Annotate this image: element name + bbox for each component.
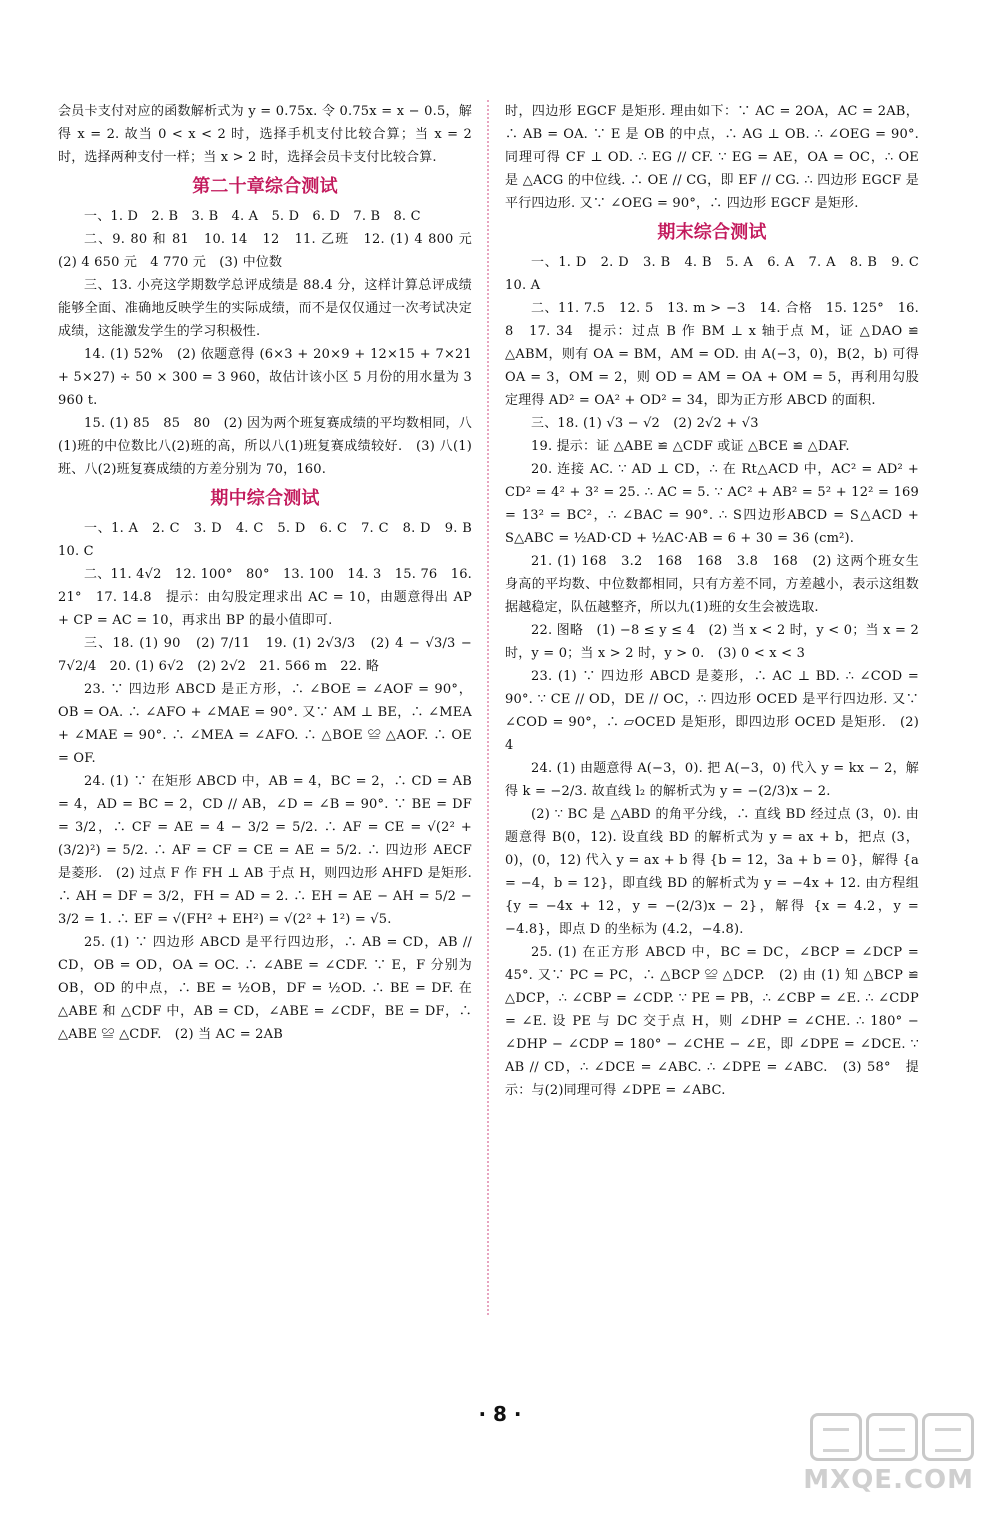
final-line: 三、18. (1) √3 − √2 (2) 2√2 + √3 <box>531 416 759 431</box>
ch20-line: 一、1. D 2. B 3. B 4. A 5. D 6. D 7. B 8. C <box>84 209 421 224</box>
continued-paragraph: 时，四边形 EGCF 是矩形. 理由如下：∵ AC = 2OA，AC = 2AB，∴ AB = OA. ∵ E 是 OB 的中点，∴ AG ⊥ OB. ∴ ∠OEG = 90°. 同理可得 CF ⊥ OD. ∴ EG // CF. ∵ EG = AE，OA = OC，∴ OE 是 △ACG 的中位线. ∴ OE // CG，即 EF // CG. ∴ 四边形 EGCF 是平行四边形. 又∵ ∠OEG = 90°，∴ 四边形 EGCF 是矩形. <box>505 104 919 211</box>
answer-logo-icon <box>784 1413 974 1461</box>
final-line: 24. (1) 由题意得 A(−3，0). 把 A(−3，0) 代入 y = kx − 2，解得 k = −2/3. 故直线 l₂ 的解析式为 y = −(2/3)x − 2. <box>505 761 919 799</box>
final-line: 25. (1) 在正方形 ABCD 中，BC = DC，∠BCP = ∠DCP = 45°. 又∵ PC = PC，∴ △BCP ≌ △DCP. (2) 由 (1) 知 △BCP ≌ △DCP，∴ ∠CBP = ∠CDP. ∵ PE = PB，∴ ∠CBP = ∠E. ∴ ∠CDP = ∠E. 设 PE 与 DC 交于点 H，则 ∠DHP = ∠CHE. ∴ 180° − ∠DHP − ∠CDP = 180° − ∠CHE − ∠E，即 ∠DPE = ∠DCE. ∵ AB // CD，∴ ∠DCE = ∠ABC. ∴ ∠DPE = ∠ABC. (3) 58° 提示：与(2)同理可得 ∠DPE = ∠ABC. <box>505 945 919 1098</box>
watermark <box>784 1413 974 1495</box>
mid-line: 24. (1) ∵ 在矩形 ABCD 中，AB = 4，BC = 2，∴ CD = AB = 4，AD = BC = 2，CD // AB，∠D = ∠B = 90°. ∵ BE = DF = 3/2，∴ CF = AE = 4 − 3/2 = 5/2. ∴ AF = CE = √(2² + (3/2)²) = 5/2. ∴ AF = CF = CE = AE = 5/2. ∴ 四边形 AECF 是菱形. (2) 过点 F 作 FH ⊥ AB 于点 H，则四边形 AHFD 是矩形. ∴ AH = DF = 3/2，FH = AD = 2. ∴ EH = AE − AH = 5/2 − 3/2 = 1. ∴ EF = √(FH² + EH²) = √(2² + 1²) = √5. <box>58 774 472 927</box>
mid-line: 一、1. A 2. C 3. D 4. C 5. D 6. C 7. C 8. D 9. B 10. C <box>58 521 486 559</box>
midterm-title: 期中综合测试 <box>210 488 320 509</box>
column-divider <box>487 100 489 1315</box>
final-line: 一、1. D 2. D 3. B 4. B 5. A 6. A 7. A 8. B 9. C 10. A <box>505 255 933 293</box>
chapter20-title: 第二十章综合测试 <box>192 176 338 197</box>
mid-line: 三、18. (1) 90 (2) 7/11 19. (1) 2√3/3 (2) 4 − √3/3 − 7√2/4 20. (1) 6√2 (2) 2√2 21. 566 m 22. 略 <box>58 636 472 674</box>
mid-line: 二、11. 4√2 12. 100° 80° 13. 100 14. 3 15. 76 16. 21° 17. 14.8 提示：由勾股定理求出 AC = 10，由题意得出 AP + CP = AC = 10，再求出 BP 的最小值即可. <box>58 567 472 628</box>
final-line: 19. 提示：证 △ABE ≌ △CDF 或证 △BCE ≌ △DAF. <box>531 439 850 454</box>
final-line: 20. 连接 AC. ∵ AD ⊥ CD，∴ 在 Rt△ACD 中，AC² = AD² + CD² = 4² + 3² = 25. ∴ AC = 5. ∵ AC² + AB² = 5² + 12² = 169 = 13² = BC²，∴ ∠BAC = 90°. ∴ S四边形ABCD = S△ACD + S△ABC = ½AD·CD + ½AC·AB = 6 + 30 = 36 (cm²). <box>505 462 919 546</box>
ch20-line: 三、13. 小亮这学期数学总评成绩是 88.4 分，这样计算总评成绩能够全面、准确地反映学生的实际成绩，而不是仅仅通过一次考试决定成绩，这能激发学生的学习积极性. <box>58 278 472 339</box>
right-column <box>505 100 933 1102</box>
watermark-text: MXQE.COM <box>803 1465 974 1495</box>
final-line: (2) ∵ BC 是 △ABD 的角平分线，∴ 直线 BD 经过点 (3，0). 由题意得 B(0，12). 设直线 BD 的解析式为 y = ax + b，把点 (3，0)，(0，12) 代入 y = ax + b 得 {b = 12，3a + b = 0}，解得 {a = −4，b = 12}，即直线 BD 的解析式为 y = −4x + 12. 由方程组 {y = −4x + 12，y = −(2/3)x − 2}，解得 {x = 4.2，y = −4.8}，即点 D 的坐标为 (4.2，−4.8). <box>505 807 919 937</box>
mid-line: 25. (1) ∵ 四边形 ABCD 是平行四边形，∴ AB = CD，AB // CD，OB = OD，OA = OC. ∴ ∠ABE = ∠CDF. ∵ E，F 分别为 OB，OD 的中点，∴ BE = ½OB，DF = ½OD. ∴ BE = DF. 在 △ABE 和 △CDF 中，AB = CD，∠ABE = ∠CDF，BE = DF，∴ △ABE ≌ △CDF. (2) 当 AC = 2AB <box>58 935 472 1042</box>
ch20-line: 二、9. 80 和 81 10. 14 12 11. 乙班 12. (1) 4 800 元 (2) 4 650 元 4 770 元 (3) 中位数 <box>58 232 486 270</box>
ch20-line: 15. (1) 85 85 80 (2) 因为两个班复赛成绩的平均数相同，八(1)班的中位数比八(2)班的高，所以八(1)班复赛成绩较好. (3) 八(1)班、八(2)班复赛成绩的方差分别为 70，160. <box>58 416 472 477</box>
final-line: 二、11. 7.5 12. 5 13. m > −3 14. 合格 15. 125° 16. 8 17. 34 提示：过点 B 作 BM ⊥ x 轴于点 M，证 △DAO ≌ △ABM，则有 OA = BM，AM = OD. 由 A(−3，0)，B(2，b) 可得 OA = 3，OM = 2，则 OD = AM = OA + OM = 5，再利用勾股定理得 AD² = OA² + OD² = 34，即为正方形 ABCD 的面积. <box>505 301 919 408</box>
final-line: 22. 图略 (1) −8 ≤ y ≤ 4 (2) 当 x < 2 时，y < 0；当 x = 2 时，y = 0；当 x > 2 时，y > 0. (3) 0 < x < 3 <box>505 623 919 661</box>
final-line: 21. (1) 168 3.2 168 168 3.8 168 (2) 这两个班女生身高的平均数、中位数都相同，只有方差不同，方差越小，表示这组数据越稳定，队伍越整齐，所以九(1)班的女生会被选取. <box>505 554 919 615</box>
final-line: 23. (1) ∵ 四边形 ABCD 是菱形，∴ AC ⊥ BD. ∴ ∠COD = 90°. ∵ CE // OD，DE // OC，∴ 四边形 OCED 是平行四边形. 又∵ ∠COD = 90°，∴ ▱OCED 是矩形，即四边形 OCED 是矩形. (2) 4 <box>505 669 919 753</box>
ch20-line: 14. (1) 52% (2) 依题意得 (6×3 + 20×9 + 12×15 + 7×21 + 5×27) ÷ 50 × 300 = 3 960，故估计该小区 5 月份的用水量为 3 960 t. <box>58 347 472 408</box>
mid-line: 23. ∵ 四边形 ABCD 是正方形，∴ ∠BOE = ∠AOF = 90°，OB = OA. ∴ ∠AFO + ∠MAE = 90°. 又∵ AM ⊥ BE，∴ ∠MEA + ∠MAE = 90°. ∴ ∠MEA = ∠AFO. ∴ △BOE ≌ △AOF. ∴ OE = OF. <box>58 682 472 766</box>
final-exam-title: 期末综合测试 <box>657 222 767 243</box>
page-number: · 8 · <box>478 1402 522 1426</box>
intro-paragraph: 会员卡支付对应的函数解析式为 y = 0.75x. 令 0.75x = x − 0.5，解得 x = 2. 故当 0 < x < 2 时，选择手机支付比较合算；当 x = 2 时，选择两种支付一样；当 x > 2 时，选择会员卡支付比较合算. <box>58 104 472 165</box>
left-column <box>58 100 486 1046</box>
